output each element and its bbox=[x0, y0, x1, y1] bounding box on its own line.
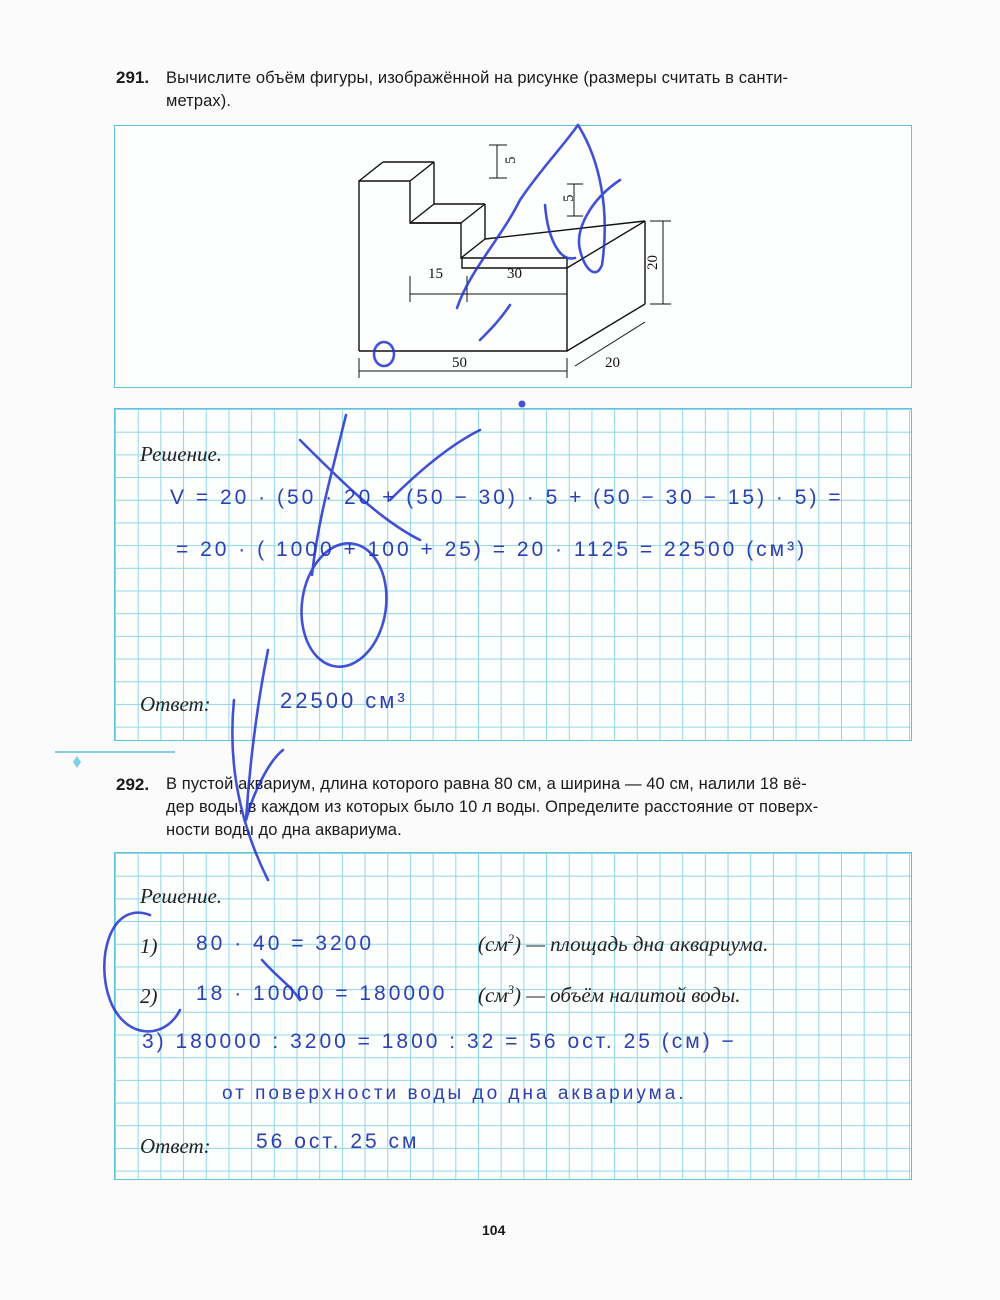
problem-291-text-line1: Вычислите объём фигуры, изображённой на рисунке (размеры считать в санти- bbox=[166, 69, 789, 87]
solution-label-292: Решение. bbox=[140, 884, 223, 908]
figure-box bbox=[114, 125, 912, 388]
divider-ornament bbox=[55, 742, 955, 772]
step2-unit-sup: 3 bbox=[507, 983, 515, 997]
problem-292-text-line3: ности воды до дна аквариума. bbox=[166, 821, 402, 839]
dim-20-depth: 20 bbox=[605, 355, 620, 371]
step2-unit-prefix: (см bbox=[478, 983, 508, 1007]
step2-description: ) — объём налитой воды. bbox=[514, 983, 741, 1007]
dim-20-height: 20 bbox=[645, 255, 661, 270]
step1-unit-sup: 2 bbox=[507, 932, 515, 946]
problem-292-text-line2: дер воды, в каждом из которых было 10 л воды. Определите расстояние от поверх- bbox=[166, 798, 819, 816]
step1-text bbox=[478, 932, 768, 957]
step3-continuation: от поверхности воды до дна аквариума. bbox=[222, 1083, 687, 1104]
answer-label-291: Ответ: bbox=[140, 692, 211, 716]
solution-291-line2: = 20 · ( 1000 + 100 + 25) = 20 · 1125 = 22500 (см³) bbox=[176, 538, 808, 561]
problem-292-text-line1: В пустой аквариум, длина которого равна 80 см, а ширина — 40 см, налили 18 вё- bbox=[166, 775, 807, 793]
dim-5-top: 5 bbox=[503, 156, 519, 164]
dim-50: 50 bbox=[452, 355, 467, 371]
step2-calc: 18 · 10000 = 180000 bbox=[196, 982, 448, 1005]
step2-number: 2) bbox=[140, 984, 158, 1008]
solution-label-291: Решение. bbox=[140, 442, 223, 466]
solution-grid-292 bbox=[114, 852, 912, 1180]
step2-text bbox=[478, 983, 740, 1008]
solution-grid-291 bbox=[114, 408, 912, 741]
solution-291-line1: V = 20 · (50 · 20 + (50 − 30) · 5 + (50 − 30 − 15) · 5) = bbox=[170, 486, 844, 509]
dim-5-middle: 5 bbox=[561, 194, 577, 202]
step3-calc: 3) 180000 : 3200 = 1800 : 32 = 56 ост. 25 (см) − bbox=[142, 1030, 737, 1053]
step1-number: 1) bbox=[140, 934, 158, 958]
answer-label-292: Ответ: bbox=[140, 1134, 211, 1158]
answer-value-291: 22500 см³ bbox=[280, 688, 408, 713]
problem-292-number: 292. bbox=[116, 775, 150, 794]
step1-description: ) — площадь дна аквариума. bbox=[514, 932, 769, 956]
dim-30: 30 bbox=[507, 266, 522, 282]
problem-291-text-line2: метрах). bbox=[166, 92, 232, 110]
page-number: 104 bbox=[482, 1222, 506, 1238]
stepped-solid-drawing bbox=[115, 126, 911, 387]
dim-15: 15 bbox=[428, 266, 443, 282]
answer-value-292: 56 ост. 25 см bbox=[256, 1130, 420, 1153]
problem-291-number: 291. bbox=[116, 68, 150, 87]
step1-unit-prefix: (см bbox=[478, 932, 508, 956]
step1-calc: 80 · 40 = 3200 bbox=[196, 932, 375, 955]
